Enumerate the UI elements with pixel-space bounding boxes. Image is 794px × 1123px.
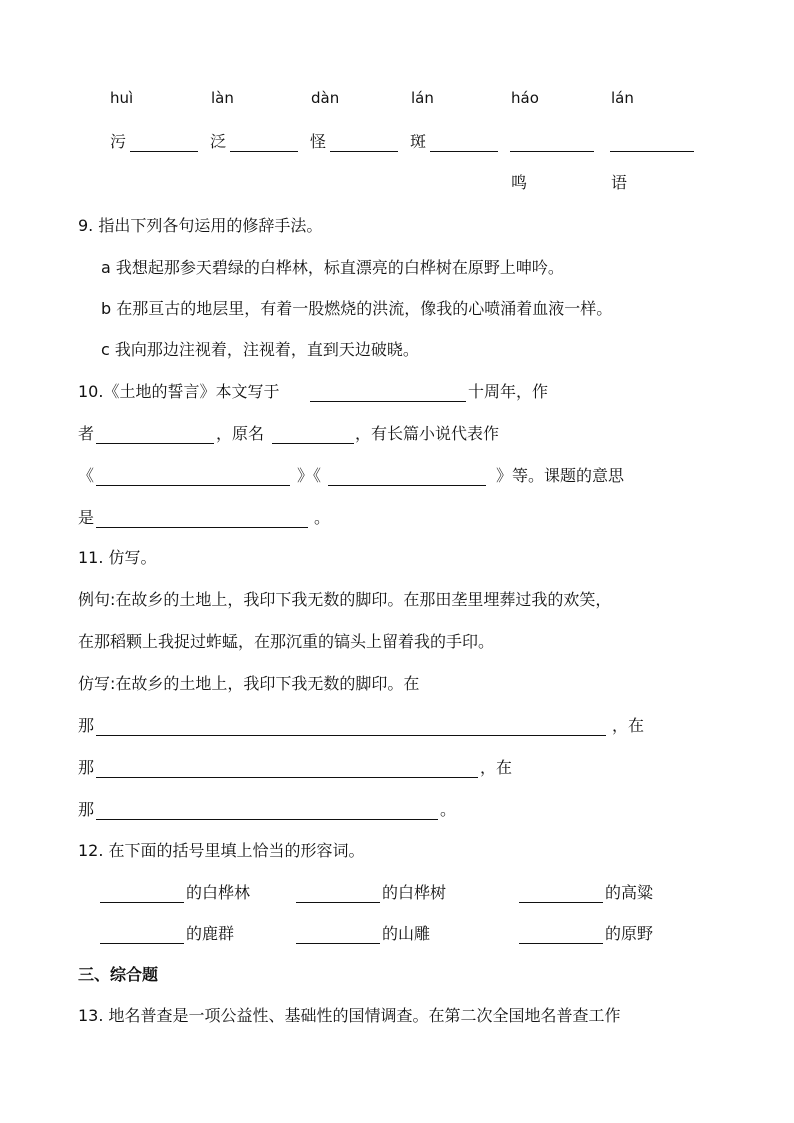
q11-stem: 11. 仿写。 xyxy=(78,548,157,567)
blank-fan[interactable] xyxy=(230,136,298,152)
q12-blank-2[interactable] xyxy=(296,887,380,903)
blank-wu[interactable] xyxy=(130,136,198,152)
q10-blank-novel-1[interactable] xyxy=(96,470,290,486)
q10-line1-tail: 十周年，作 xyxy=(468,382,549,401)
q12-item-5: 的山雕 xyxy=(382,924,431,943)
q12-item-1: 的白桦林 xyxy=(186,883,251,902)
blank-ban[interactable] xyxy=(430,136,498,152)
q12-blank-5[interactable] xyxy=(296,928,380,944)
q10-line2-yuanming: ，原名 xyxy=(216,424,265,443)
char-fan: 泛 xyxy=(210,132,227,151)
q12-item-4: 的鹿群 xyxy=(186,924,235,943)
char-ming: 鸣 xyxy=(511,173,528,192)
q9-sentence-a: a 我想起那参天碧绿的白桦林，标直漂亮的白桦树在原野上呻吟。 xyxy=(101,258,564,277)
q11-example-line1: 例句:在故乡的土地上，我印下我无数的脚印。在那田垄里埋葬过我的欢笑， xyxy=(78,590,612,609)
q11-imitate-line: 仿写:在故乡的土地上，我印下我无数的脚印。在 xyxy=(78,674,420,693)
char-wu: 污 xyxy=(110,132,127,151)
pinyin-hui: huì xyxy=(110,89,134,107)
q12-blank-6[interactable] xyxy=(519,928,603,944)
q12-stem: 12. 在下面的括号里填上恰当的形容词。 xyxy=(78,841,365,860)
q11-blank-1[interactable] xyxy=(96,720,606,736)
blank-guai[interactable] xyxy=(330,136,398,152)
q10-line3-tail: 》等。课题的意思 xyxy=(496,466,625,485)
pinyin-lan-3: lán xyxy=(611,89,634,107)
pinyin-lan-2: lán xyxy=(411,89,434,107)
q13-stem: 13. 地名普查是一项公益性、基础性的国情调查。在第二次全国地名普查工作 xyxy=(78,1006,621,1025)
q10-blank-novel-2[interactable] xyxy=(328,470,486,486)
q10-line2-tail: ，有长篇小说代表作 xyxy=(355,424,500,443)
blank-hao[interactable] xyxy=(510,136,594,152)
q11-na-1: 那 xyxy=(78,716,95,735)
q10-blank-meaning[interactable] xyxy=(96,512,308,528)
q11-example-line2: 在那稻颗上我捉过蚱蜢，在那沉重的镐头上留着我的手印。 xyxy=(78,632,495,651)
q11-zai-2: ，在 xyxy=(480,758,513,777)
blank-lan[interactable] xyxy=(610,136,694,152)
q10-line3-open: 《 xyxy=(78,466,95,485)
char-ban: 斑 xyxy=(410,132,427,151)
q9-sentence-c: c 我向那边注视着，注视着，直到天边破晓。 xyxy=(101,340,419,359)
q12-item-2: 的白桦树 xyxy=(382,883,447,902)
q11-blank-2[interactable] xyxy=(96,762,478,778)
q12-blank-1[interactable] xyxy=(100,887,184,903)
q12-blank-4[interactable] xyxy=(100,928,184,944)
q10-line3-mid: 》《 xyxy=(297,466,322,485)
q11-na-3: 那 xyxy=(78,800,95,819)
q11-na-2: 那 xyxy=(78,758,95,777)
q11-zai-1: ，在 xyxy=(612,716,645,735)
char-yu: 语 xyxy=(611,173,628,192)
q10-line4-period: 。 xyxy=(314,508,331,527)
q12-blank-3[interactable] xyxy=(519,887,603,903)
q10-line2-zhe: 者 xyxy=(78,424,95,443)
pinyin-dan: dàn xyxy=(311,89,340,107)
char-guai: 怪 xyxy=(310,132,327,151)
q10-blank-original-name[interactable] xyxy=(272,428,354,444)
pinyin-hao: háo xyxy=(511,89,539,107)
pinyin-lan-1: làn xyxy=(211,89,234,107)
q10-blank-year[interactable] xyxy=(310,386,466,402)
q10-line1-text: 10.《土地的誓言》本文写于 xyxy=(78,382,280,401)
section-heading: 三、综合题 xyxy=(78,965,159,984)
q11-blank-3[interactable] xyxy=(96,804,438,820)
q10-blank-author[interactable] xyxy=(96,428,214,444)
q9-sentence-b: b 在那亘古的地层里，有着一股燃烧的洪流，像我的心喷涌着血液一样。 xyxy=(101,299,613,318)
q12-item-6: 的原野 xyxy=(605,924,654,943)
q11-end-period: 。 xyxy=(440,800,457,819)
q9-stem: 9. 指出下列各句运用的修辞手法。 xyxy=(78,216,323,235)
q12-item-3: 的高粱 xyxy=(605,883,654,902)
q10-line4-shi: 是 xyxy=(78,508,95,527)
